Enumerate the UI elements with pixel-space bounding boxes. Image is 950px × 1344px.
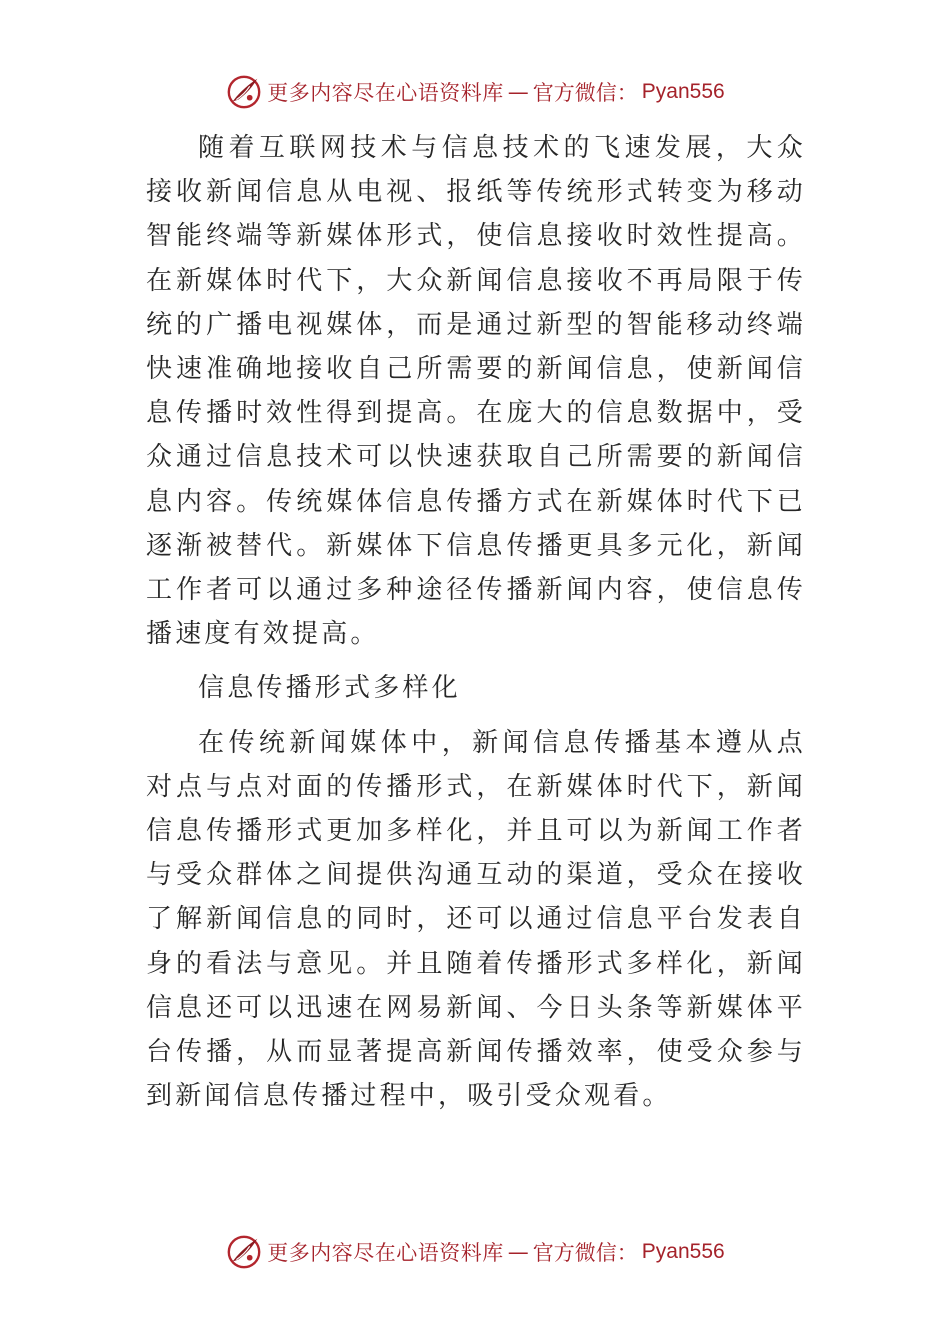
logo-icon [225, 1233, 263, 1271]
logo-icon [225, 73, 263, 111]
footer-banner-separator: — [507, 1240, 529, 1264]
section-heading: 信息传播形式多样化 [198, 673, 461, 704]
header-banner[interactable] [225, 73, 724, 111]
page-header [0, 72, 950, 112]
footer-wechat-label: 官方微信： [532, 1241, 638, 1265]
footer-banner-title: 更多内容尽在心语资料库 [267, 1241, 504, 1265]
header-banner-title: 更多内容尽在心语资料库 [267, 81, 504, 105]
header-wechat-id: Pyan556 [641, 80, 725, 103]
page-footer [0, 1232, 950, 1272]
footer-wechat-id: Pyan556 [641, 1240, 725, 1263]
header-wechat-label: 官方微信： [532, 81, 638, 105]
footer-banner[interactable] [225, 1233, 724, 1271]
paragraph-intro: 随着互联网技术与信息技术的飞速发展，大众接收新闻信息从电视、报纸等传统形式转变为移动智能终端等新媒体形式，使信息接收时效性提高。在新媒体时代下，大众新闻信息接收不再局限于传统的广播电视媒体，而是通过新型的智能移动终端快速准确地接收自己所需要的新闻信息，使新闻信息传播时效性得到提高。在庞大的信息数据中，受众通过信息技术可以快速获取自己所需要的新闻信息内容。传统媒体信息传播方式在新媒体时代下已逐渐被替代。新媒体下信息传播更具多元化，新闻工作者可以通过多种途径传播新闻内容，使信息传播速度有效提高。 [146, 133, 806, 650]
document-body [146, 126, 806, 1128]
header-banner-separator: — [507, 80, 529, 104]
paragraph-diversified-forms: 在传统新闻媒体中，新闻信息传播基本遵从点对点与点对面的传播形式，在新媒体时代下，新闻信息传播形式更加多样化，并且可以为新闻工作者与受众群体之间提供沟通互动的渠道，受众在接收了解新闻信息的同时，还可以通过信息平台发表自身的看法与意见。并且随着传播形式多样化，新闻信息还可以迅速在网易新闻、今日头条等新媒体平台传播，从而显著提高新闻传播效率，使受众参与到新闻信息传播过程中，吸引受众观看。 [146, 727, 806, 1112]
